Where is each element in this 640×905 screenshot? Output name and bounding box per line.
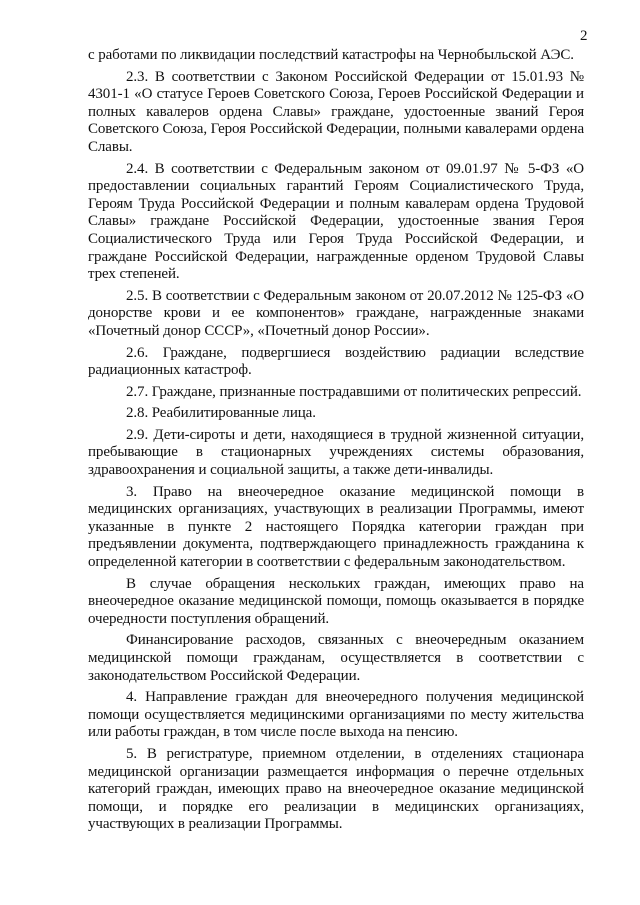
- paragraph-4: 4. Направление граждан для внеочередного получения медицинской помощи осуществляется медицинскими организациями по месту жительства или работы граждан, в том числе после выхода на пенсию.: [88, 689, 584, 741]
- paragraph-2-3: 2.3. В соответствии с Законом Российской Федерации от 15.01.93 № 4301-1 «О статусе Героев Советского Союза, Героев Российской Федерации и полных кавалеров ордена Славы» граждане, удостоенные званий Героя Советского Союза, Героя Российской Федерации, полными кавалерами ордена Славы.: [88, 68, 584, 155]
- paragraph-financing: Финансирование расходов, связанных с внеочередным оказанием медицинской помощи гражданам, осуществляется в соответствии с законодательством Российской Федерации.: [88, 632, 584, 684]
- paragraph-2-8: 2.8. Реабилитированные лица.: [126, 405, 316, 422]
- paragraph-continuation: с работами по ликвидации последствий катастрофы на Чернобыльской АЭС.: [88, 47, 574, 63]
- paragraph-2-5: 2.5. В соответствии с Федеральным законом от 20.07.2012 № 125-ФЗ «О донорстве крови и ее компонентов» граждане, награжденные знаками «Почетный донор СССР», «Почетный донор России».: [88, 287, 584, 339]
- paragraph-5: 5. В регистратуре, приемном отделении, в отделениях стационара медицинской организации размещается информация о перечне отдельных категорий граждан, имеющих право на внеочередное оказание медицинской помощи, и порядке его реализации в медицинских организациях, участвующих в реализации Программы.: [88, 745, 584, 833]
- paragraph-2-6: 2.6. Граждане, подвергшиеся воздействию радиации вследствие радиационных катастроф.: [88, 344, 584, 379]
- page-number: 2: [580, 28, 588, 44]
- paragraph-2-7: 2.7. Граждане, признанные пострадавшими от политических репрессий.: [126, 383, 582, 400]
- paragraph-3: 3. Право на внеочередное оказание медицинской помощи в медицинских организациях, участвующих в реализации Программы, имеют указанные в пункте 2 настоящего Порядка категории граждан при предъявлении документа, подтверждающего принадлежность гражданина к определенной категории в соответствии с федеральным законодательством.: [88, 483, 584, 571]
- paragraph-multiple-requests: В случае обращения нескольких граждан, имеющих право на внеочередное оказание медицинской помощи, помощь оказывается в порядке очередности поступления обращений.: [88, 575, 584, 627]
- document-body: [88, 47, 584, 838]
- paragraph-2-4: 2.4. В соответствии с Федеральным законом от 09.01.97 № 5-ФЗ «О предоставлении социальных гарантий Героям Социалистического Труда, Героям Труда Российской Федерации и полным кавалерам ордена Трудовой Славы» граждане Российской Федерации, удостоенные звания Героя Социалистического Труда или Героя Труда Российской Федерации, и граждане Российской Федерации, награжденные орденом Трудовой Славы трех степеней.: [88, 160, 584, 283]
- paragraph-2-9: 2.9. Дети-сироты и дети, находящиеся в трудной жизненной ситуации, пребывающие в стационарных учреждениях системы образования, здравоохранения и социальной защиты, а также дети-инвалиды.: [88, 426, 584, 479]
